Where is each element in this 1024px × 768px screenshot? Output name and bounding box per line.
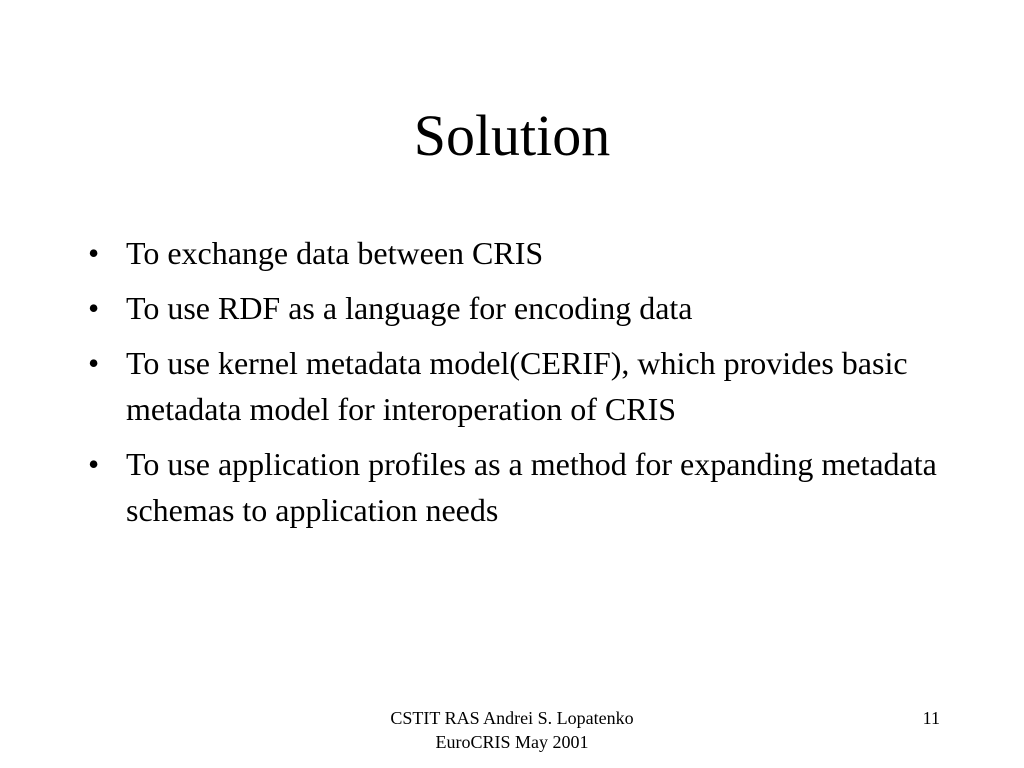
bullet-item bbox=[84, 230, 944, 276]
bullet-dot-icon: • bbox=[88, 345, 100, 381]
page-number: 11 bbox=[922, 708, 940, 728]
bullet-text: To use kernel metadata model(CERIF), which provides basic metadata model for interoperation of CRIS bbox=[126, 345, 908, 427]
bullet-text: To use RDF as a language for encoding data bbox=[126, 290, 693, 326]
bullet-dot-icon: • bbox=[88, 290, 100, 326]
slide-footer bbox=[312, 706, 712, 754]
footer-author: CSTIT RAS Andrei S. Lopatenko bbox=[390, 708, 634, 728]
bullet-item bbox=[84, 340, 944, 432]
bullet-list bbox=[84, 230, 944, 542]
bullet-item bbox=[84, 441, 944, 533]
slide-title: Solution bbox=[413, 103, 611, 168]
bullet-text: To use application profiles as a method for expanding metadata schemas to application needs bbox=[126, 446, 937, 528]
footer-event: EuroCRIS May 2001 bbox=[435, 732, 589, 752]
bullet-dot-icon: • bbox=[88, 235, 100, 271]
bullet-text: To exchange data between CRIS bbox=[126, 235, 544, 271]
bullet-dot-icon: • bbox=[88, 446, 100, 482]
bullet-item bbox=[84, 285, 944, 331]
